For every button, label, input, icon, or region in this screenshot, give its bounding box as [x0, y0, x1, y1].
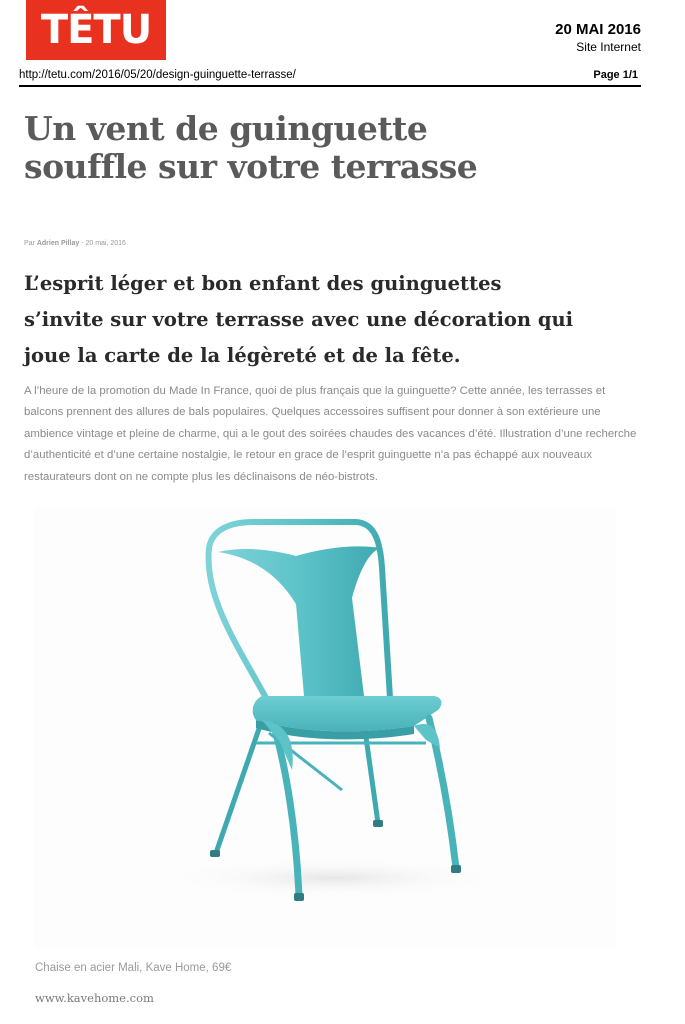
- article-lede: L’esprit léger et bon enfant des guinguettes s’invite sur votre terrasse avec une décoration qui joue la carte de la légèreté et de la fête.: [24, 272, 574, 367]
- article-body: A l’heure de la promotion du Made In France, quoi de plus français que la guinguette? Cette année, les terrasses et balcons prennent des allures de bals populaires. Quelques accessoires suffisent pour donner à son extérieure une ambience vintage et pleine de charme, qui a le gout des soirées chaudes des vacances d’été. Illustration d’une recherche d’authenticité et d’une certaine nostalgie, le retour en grace de l’esprit guinguette n’a pas échappé aux nouveaux restaurateurs dont on ne compte plus les déclinaisons de néo-bistrots.: [24, 385, 637, 483]
- byline-date: - 20 mai, 2016: [79, 240, 126, 247]
- byline: [24, 240, 126, 247]
- source-link[interactable]: www.kavehome.com: [35, 991, 154, 1005]
- author-name[interactable]: Adrien Pillay: [36, 240, 80, 247]
- medium-type: Site Internet: [576, 40, 641, 54]
- chair-illustration: [34, 508, 616, 948]
- publication-date: 20 MAI 2016: [555, 21, 641, 38]
- byline-prefix: Par: [24, 240, 37, 247]
- tetu-logo[interactable]: TÊTU: [26, 0, 166, 60]
- article-url[interactable]: http://tetu.com/2016/05/20/design-guinguette-terrasse/: [19, 69, 296, 81]
- article-title: Un vent de guinguette souffle sur votre terrasse: [24, 109, 478, 186]
- page-number: Page 1/1: [593, 69, 638, 81]
- photo-caption: Chaise en acier Mali, Kave Home, 69€: [35, 962, 232, 974]
- chair-photo: [34, 508, 616, 948]
- header-rule: [19, 85, 641, 87]
